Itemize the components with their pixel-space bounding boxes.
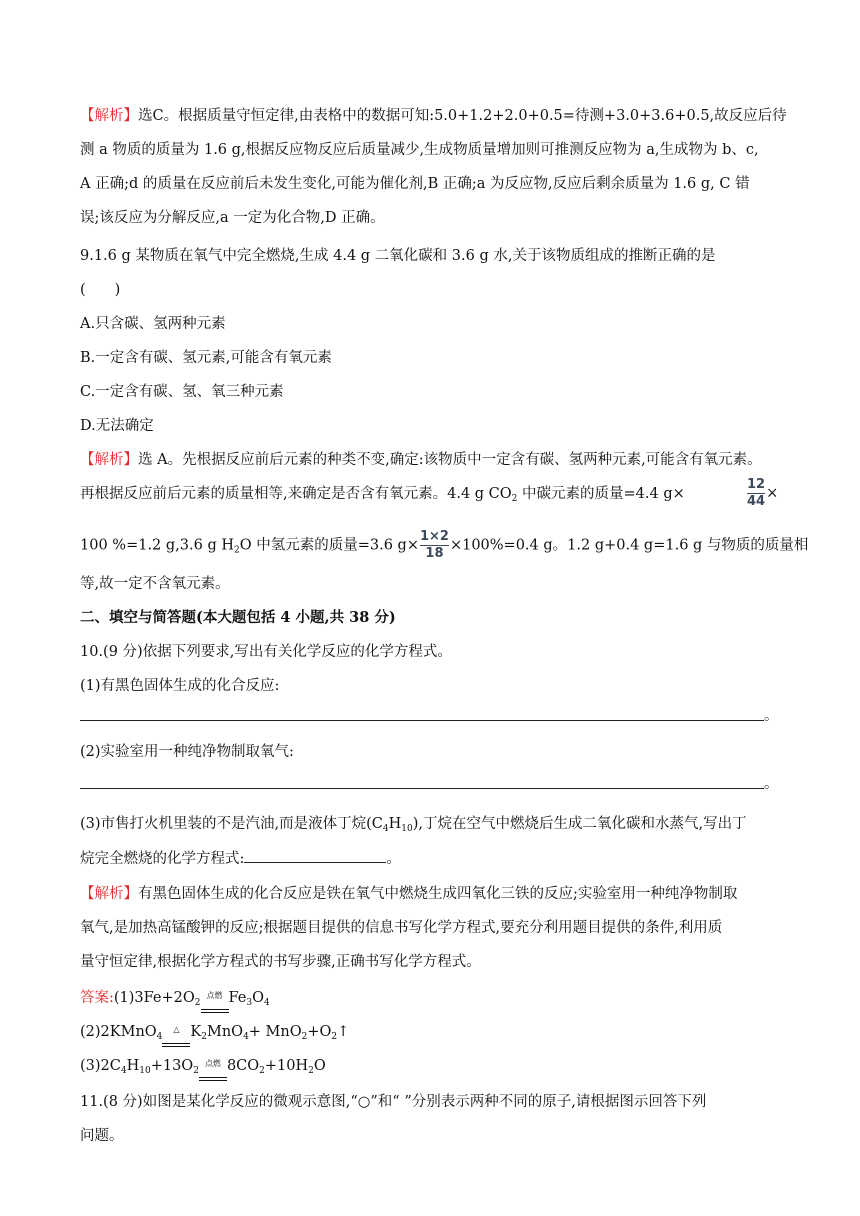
q9-option-d: D.无法确定 bbox=[80, 418, 154, 434]
answer-1: 答案$:(1)3Fe+2O_2$ 点燃 $Fe_3O_4$ bbox=[80, 988, 270, 1013]
q8-analysis-line-2: 测 a 物质的质量为 1.6 g,根据反应物反应后质量减少,生成物质量增加则可推测反应物为 a,生成物为 b、c, bbox=[80, 142, 759, 158]
q9-analysis-line-1: 【解析】选 A。先根据反应前后元素的种类不变,确定:该物质中一定含有碳、氢两种元素,可能含有氧元素。 bbox=[80, 452, 762, 468]
q10-part-2: (2)实验室用一种纯净物制取氧气: bbox=[80, 744, 294, 760]
q9-option-a: A.只含碳、氢两种元素 bbox=[80, 316, 226, 332]
q8-analysis-line-1: 【解析】选C。根据质量守恒定律,由表格中的数据可知:5.0+1.2+2.0+0.5=待测+3.0+3.6+0.5,故反应后待 bbox=[80, 108, 787, 124]
blank-1-period: 。 bbox=[764, 708, 779, 724]
q8-analysis-line-4: 误;该反应为分解反应,a 一定为化合物,D 正确。 bbox=[80, 210, 385, 226]
answer-blank-3[interactable] bbox=[244, 848, 386, 863]
section-heading: 二、填空与简答题(本大题包括 4 小题,共 38 分) bbox=[80, 609, 396, 626]
q10-analysis-line-2: 氧气,是加热高锰酸钾的反应;根据题目提供的信息书写化学方程式,要充分利用题目提供的条件,利用质 bbox=[80, 920, 723, 936]
q9-option-b: B.一定含有碳、氢元素,可能含有氧元素 bbox=[80, 350, 332, 366]
q10-analysis-line-1: 【解析】有黑色固体生成的化合反应是铁在氧气中燃烧生成四氧化三铁的反应;实验室用一种纯净物制取 bbox=[80, 886, 738, 902]
q9-analysis-line-4: 等,故一定不含氧元素。 bbox=[80, 576, 230, 592]
blank-2-period: 。 bbox=[764, 776, 779, 792]
q9-option-c: C.一定含有碳、氢、氧三种元素 bbox=[80, 384, 284, 400]
q9-answer-bracket: ( ) bbox=[80, 282, 121, 298]
answer-blank-1[interactable] bbox=[80, 720, 764, 721]
fraction-1x2-over-18: $\frac{1\times 2}{18}$ bbox=[419, 529, 449, 561]
q9-analysis-line-3: 100 %=1.2 g,3.6 g $H_2O$ 中氢元素的质量=3.6 g× $\frac{1\times 2}{18}$ ×100%=0.4 g。1.2 g+0.4 g=1.6 g 与物质的质量相 bbox=[80, 529, 809, 561]
q10-stem: 10.(9 分)依据下列要求,写出有关化学反应的化学方程式。 bbox=[80, 644, 452, 660]
q8-analysis-line-3: A 正确;d 的质量在反应前后未发生变化,可能为催化剂,B 正确;a 为反应物,反应后剩余质量为 1.6 g, C 错 bbox=[80, 176, 750, 192]
q9-stem: 9.1.6 g 某物质在氧气中完全燃烧,生成 4.4 g 二氧化碳和 3.6 g 水,关于该物质组成的推断正确的是 bbox=[80, 248, 716, 264]
answer-3: $(3)2C_4H_{10}+13O_2$ 点燃 $8CO_2+10H_2O$ bbox=[80, 1056, 326, 1081]
q11-stem-line-2: 问题。 bbox=[80, 1128, 124, 1144]
q9-analysis-line-2: 再根据反应前后元素的质量相等,来确定是否含有氧元素。4.4 g $CO_2$ 中碳元素的质量=4.4 g× bbox=[80, 486, 685, 504]
q10-part-1: (1)有黑色固体生成的化合反应: bbox=[80, 678, 280, 694]
q11-stem-line-1: 11.(8 分)如图是某化学反应的微观示意图,“○”和“ ”分别表示两种不同的原子,请根据图示回答下列 bbox=[80, 1094, 707, 1110]
answer-2: (2)2KMnO$_4$ △ $K_2MnO_4+$ $MnO_2+O_2↑$ bbox=[80, 1022, 349, 1047]
q10-analysis-line-3: 量守恒定律,根据化学方程式的书写步骤,正确书写化学方程式。 bbox=[80, 954, 481, 970]
q10-part-3: (3)市售打火机里装的不是汽油,而是液体丁烷$(C_4H_{10})$,丁烷在空气中燃烧后生成二氧化碳和水蒸气,写出丁 bbox=[80, 816, 747, 834]
fraction-12-over-44: $\frac{12}{44}$ × bbox=[747, 477, 779, 509]
q10-part-3-cont: 烷完全燃烧的化学方程式: 。 bbox=[80, 848, 401, 869]
answer-blank-2[interactable] bbox=[80, 788, 764, 789]
